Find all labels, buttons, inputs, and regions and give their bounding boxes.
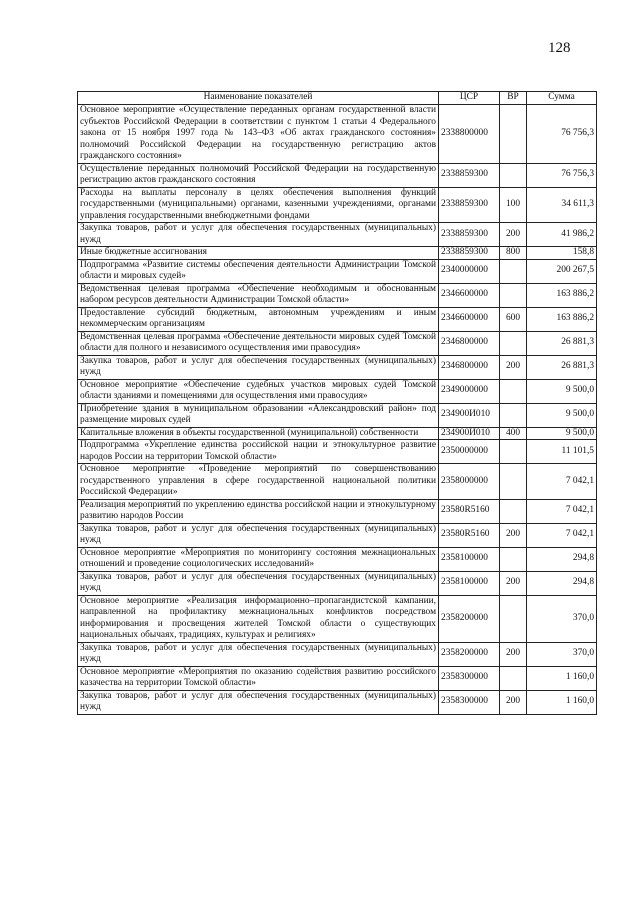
header-sum: Сумма	[527, 92, 597, 105]
cell-csr: 2346800000	[439, 331, 500, 355]
cell-name: Осуществление переданных полномочий Российской Федерации на государственную регистрацию актов гражданского состояния	[78, 163, 439, 187]
cell-name: Приобретение здания в муниципальном образовании «Александровский район» под размещение мировых судей	[78, 403, 439, 427]
table-row	[78, 666, 597, 690]
cell-name: Предоставление субсидий бюджетным, автономным учреждениям и иным некоммерческим организациям	[78, 307, 439, 331]
table-row	[78, 571, 597, 595]
cell-csr: 2346800000	[439, 355, 500, 379]
table-row	[78, 163, 597, 187]
table-row	[78, 464, 597, 500]
table-row	[78, 595, 597, 642]
table-row	[78, 403, 597, 427]
table-row	[78, 690, 597, 714]
cell-name: Закупка товаров, работ и услуг для обеспечения государственных (муниципальных) нужд	[78, 690, 439, 714]
cell-csr: 2358300000	[439, 690, 500, 714]
cell-vr	[500, 595, 527, 642]
cell-vr	[500, 464, 527, 500]
cell-vr	[500, 440, 527, 464]
table-body	[78, 105, 597, 715]
cell-name: Подпрограмма «Укрепление единства российской нации и этнокультурное развитие народов России на территории Томской области»	[78, 440, 439, 464]
cell-vr: 200	[500, 642, 527, 666]
cell-name: Закупка товаров, работ и услуг для обеспечения государственных (муниципальных) нужд	[78, 642, 439, 666]
cell-name: Основное мероприятие «Осуществление переданных органам государственной власти субъектов Российской Федерации в соответствии с пунктом 1 статьи 4 Федерального закона от 15 ноября 1997 года № 143–ФЗ «Об актах гражданского состояния» полномочий Российской Федерации на государственную регистрацию актов гражданского состояния»	[78, 105, 439, 164]
cell-sum: 370,0	[527, 642, 597, 666]
header-vr: ВР	[500, 92, 527, 105]
table-row	[78, 642, 597, 666]
table-row	[78, 331, 597, 355]
cell-sum: 294,8	[527, 571, 597, 595]
cell-sum: 200 267,5	[527, 259, 597, 283]
cell-csr: 2346600000	[439, 283, 500, 307]
table-row	[78, 259, 597, 283]
cell-csr: 23580R5160	[439, 499, 500, 523]
table-row	[78, 307, 597, 331]
cell-sum: 9 500,0	[527, 379, 597, 403]
cell-name: Основное мероприятие «Проведение мероприятий по совершенствованию государственного управления в сфере государственной национальной политики Российской Федерации»	[78, 464, 439, 500]
cell-vr	[500, 499, 527, 523]
cell-sum: 7 042,1	[527, 523, 597, 547]
cell-name: Основное мероприятие «Мероприятия по оказанию содействия развитию российского казачества на территории Томской области»	[78, 666, 439, 690]
cell-name: Закупка товаров, работ и услуг для обеспечения государственных (муниципальных) нужд	[78, 355, 439, 379]
cell-vr	[500, 331, 527, 355]
table-row	[78, 187, 597, 223]
budget-table	[77, 91, 597, 715]
cell-csr: 2338859300	[439, 223, 500, 247]
cell-csr: 234900И010	[439, 403, 500, 427]
cell-csr: 2340000000	[439, 259, 500, 283]
cell-sum: 1 160,0	[527, 666, 597, 690]
cell-csr: 2358200000	[439, 595, 500, 642]
cell-vr	[500, 403, 527, 427]
cell-csr: 2338800000	[439, 105, 500, 164]
cell-vr	[500, 666, 527, 690]
cell-csr: 234900И010	[439, 427, 500, 440]
cell-vr	[500, 283, 527, 307]
cell-sum: 294,8	[527, 547, 597, 571]
cell-csr: 2358200000	[439, 642, 500, 666]
table-row	[78, 427, 597, 440]
cell-name: Ведомственная целевая программа «Обеспечение необходимым и обоснованным набором ресурсов деятельности Администрации Томской области»	[78, 283, 439, 307]
cell-sum: 163 886,2	[527, 307, 597, 331]
cell-name: Иные бюджетные ассигнования	[78, 247, 439, 260]
cell-sum: 34 611,3	[527, 187, 597, 223]
cell-name: Основное мероприятие «Реализация информационно–пропагандистской кампании, направленной на профилактику межнациональных конфликтов посредством информирования и просвещения жителей Томской области о существующих национальных обычаях, традициях, культурах и религиях»	[78, 595, 439, 642]
header-csr: ЦСР	[439, 92, 500, 105]
cell-vr	[500, 163, 527, 187]
cell-vr: 200	[500, 523, 527, 547]
cell-csr: 2358300000	[439, 666, 500, 690]
table-row	[78, 379, 597, 403]
cell-csr: 2338859300	[439, 187, 500, 223]
cell-vr	[500, 547, 527, 571]
table-row	[78, 223, 597, 247]
table-row	[78, 247, 597, 260]
cell-vr: 200	[500, 223, 527, 247]
cell-csr: 2358100000	[439, 571, 500, 595]
cell-sum: 9 500,0	[527, 427, 597, 440]
cell-csr: 2338859300	[439, 247, 500, 260]
cell-csr: 2350000000	[439, 440, 500, 464]
cell-csr: 2358100000	[439, 547, 500, 571]
cell-sum: 163 886,2	[527, 283, 597, 307]
cell-name: Основное мероприятие «Обеспечение судебных участков мировых судей Томской области зданиями и помещениями для осуществления ими правосудия»	[78, 379, 439, 403]
cell-name: Основное мероприятие «Мероприятия по мониторингу состояния межнациональных отношений и проведение социологических исследований»	[78, 547, 439, 571]
cell-sum: 370,0	[527, 595, 597, 642]
cell-sum: 7 042,1	[527, 464, 597, 500]
cell-csr: 23580R5160	[439, 523, 500, 547]
cell-sum: 41 986,2	[527, 223, 597, 247]
cell-vr: 200	[500, 571, 527, 595]
cell-name: Капитальные вложения в объекты государственной (муниципальной) собственности	[78, 427, 439, 440]
table-row	[78, 523, 597, 547]
cell-csr: 2346600000	[439, 307, 500, 331]
table-row	[78, 440, 597, 464]
cell-sum: 76 756,3	[527, 105, 597, 164]
cell-vr	[500, 105, 527, 164]
cell-vr: 100	[500, 187, 527, 223]
cell-name: Расходы на выплаты персоналу в целях обеспечения выполнения функций государственными (муниципальными) органами, казенными учреждениями, органами управления государственными внебюджетными фондами	[78, 187, 439, 223]
cell-name: Закупка товаров, работ и услуг для обеспечения государственных (муниципальных) нужд	[78, 523, 439, 547]
cell-vr: 600	[500, 307, 527, 331]
cell-name: Закупка товаров, работ и услуг для обеспечения государственных (муниципальных) нужд	[78, 223, 439, 247]
cell-sum: 76 756,3	[527, 163, 597, 187]
cell-name: Подпрограмма «Развитие системы обеспечения деятельности Администрации Томской области и мировых судей»	[78, 259, 439, 283]
cell-sum: 9 500,0	[527, 403, 597, 427]
cell-sum: 1 160,0	[527, 690, 597, 714]
table-row	[78, 105, 597, 164]
cell-csr: 2358000000	[439, 464, 500, 500]
cell-sum: 11 101,5	[527, 440, 597, 464]
table-row	[78, 499, 597, 523]
table-row	[78, 283, 597, 307]
table-row	[78, 355, 597, 379]
cell-vr: 200	[500, 355, 527, 379]
cell-sum: 158,8	[527, 247, 597, 260]
cell-csr: 2338859300	[439, 163, 500, 187]
cell-csr: 2349000000	[439, 379, 500, 403]
table-row	[78, 547, 597, 571]
cell-name: Реализация мероприятий по укреплению единства российской нации и этнокультурному развитию народов России	[78, 499, 439, 523]
cell-vr: 200	[500, 690, 527, 714]
table-header-row	[78, 92, 597, 105]
cell-vr	[500, 379, 527, 403]
header-name: Наименование показателей	[78, 92, 439, 105]
cell-sum: 26 881,3	[527, 355, 597, 379]
cell-vr	[500, 259, 527, 283]
cell-sum: 26 881,3	[527, 331, 597, 355]
cell-name: Закупка товаров, работ и услуг для обеспечения государственных (муниципальных) нужд	[78, 571, 439, 595]
cell-vr: 800	[500, 247, 527, 260]
cell-sum: 7 042,1	[527, 499, 597, 523]
cell-name: Ведомственная целевая программа «Обеспечение деятельности мировых судей Томской области для полного и независимого осуществления ими правосудия»	[78, 331, 439, 355]
page-number: 128	[548, 40, 571, 56]
cell-vr: 400	[500, 427, 527, 440]
